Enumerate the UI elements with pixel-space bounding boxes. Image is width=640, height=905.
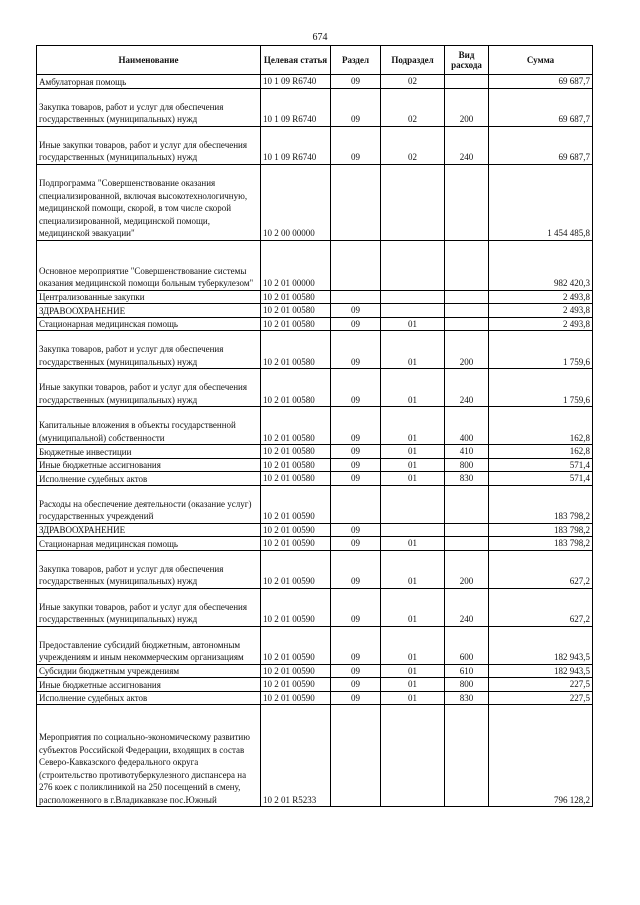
cell-subsection: 01 bbox=[381, 369, 445, 407]
cell-name-text: ЗДРАВООХРАНЕНИЕ bbox=[39, 525, 126, 535]
cell-amount: 627,2 bbox=[489, 550, 593, 588]
cell-section bbox=[331, 485, 381, 523]
cell-target: 10 2 01 00580 bbox=[261, 407, 331, 445]
cell-name bbox=[37, 678, 261, 692]
cell-expense-type bbox=[445, 75, 489, 89]
cell-name bbox=[37, 240, 261, 290]
cell-section: 09 bbox=[331, 626, 381, 664]
cell-name bbox=[37, 472, 261, 486]
cell-amount: 183 798,2 bbox=[489, 523, 593, 537]
cell-expense-type: 600 bbox=[445, 626, 489, 664]
cell-name bbox=[37, 126, 261, 164]
table-row bbox=[37, 705, 593, 807]
cell-expense-type bbox=[445, 304, 489, 318]
cell-amount: 182 943,5 bbox=[489, 626, 593, 664]
cell-expense-type: 240 bbox=[445, 369, 489, 407]
cell-name-text: ЗДРАВООХРАНЕНИЕ bbox=[39, 305, 126, 316]
cell-section: 09 bbox=[331, 678, 381, 692]
cell-expense-type bbox=[445, 290, 489, 304]
table-row bbox=[37, 550, 593, 588]
cell-target: 10 1 09 R6740 bbox=[261, 88, 331, 126]
cell-section: 09 bbox=[331, 588, 381, 626]
cell-amount: 2 493,8 bbox=[489, 290, 593, 304]
cell-amount: 1 759,6 bbox=[489, 331, 593, 369]
cell-subsection: 02 bbox=[381, 88, 445, 126]
cell-subsection: 01 bbox=[381, 317, 445, 331]
cell-name bbox=[37, 626, 261, 664]
cell-name-text: Субсидии бюджетным учреждениям bbox=[39, 666, 180, 676]
cell-expense-type bbox=[445, 317, 489, 331]
cell-amount: 162,8 bbox=[489, 445, 593, 459]
cell-subsection bbox=[381, 164, 445, 240]
table-row bbox=[37, 290, 593, 304]
cell-subsection bbox=[381, 485, 445, 523]
table-row bbox=[37, 678, 593, 692]
cell-target: 10 2 01 00590 bbox=[261, 550, 331, 588]
table-row bbox=[37, 240, 593, 290]
cell-section: 09 bbox=[331, 88, 381, 126]
cell-name-text: Иные закупки товаров, работ и услуг для обеспечения государственных (муниципальных) нужд bbox=[39, 601, 247, 624]
cell-amount: 2 493,8 bbox=[489, 317, 593, 331]
cell-name bbox=[37, 331, 261, 369]
header-section: Раздел bbox=[331, 46, 381, 75]
cell-subsection: 01 bbox=[381, 664, 445, 678]
cell-subsection bbox=[381, 240, 445, 290]
cell-name-text: Централизованные закупки bbox=[39, 292, 145, 302]
cell-name bbox=[37, 88, 261, 126]
table-row bbox=[37, 88, 593, 126]
cell-target: 10 2 01 00590 bbox=[261, 588, 331, 626]
cell-subsection bbox=[381, 290, 445, 304]
cell-section: 09 bbox=[331, 458, 381, 472]
cell-section: 09 bbox=[331, 523, 381, 537]
cell-name-text: Исполнение судебных актов bbox=[39, 693, 148, 703]
cell-name-text: Подпрограмма "Совершенствование оказания специализированной, включая высокотехнологичную, медицинской помощи, скорой, в том числе скорой специализированной, медицинской помощи, медицинской эвакуации" bbox=[39, 178, 248, 238]
cell-name-text: Иные бюджетные ассигнования bbox=[39, 679, 161, 690]
cell-section bbox=[331, 290, 381, 304]
cell-expense-type bbox=[445, 164, 489, 240]
cell-name-text: Иные закупки товаров, работ и услуг для обеспечения государственных (муниципальных) нужд bbox=[39, 139, 247, 162]
cell-target: 10 2 01 00580 bbox=[261, 458, 331, 472]
cell-amount: 69 687,7 bbox=[489, 88, 593, 126]
table-row bbox=[37, 304, 593, 318]
cell-name-text: Иные бюджетные ассигнования bbox=[39, 460, 161, 470]
cell-subsection: 02 bbox=[381, 75, 445, 89]
cell-target: 10 2 01 00580 bbox=[261, 369, 331, 407]
cell-name-text: Иные закупки товаров, работ и услуг для обеспечения государственных (муниципальных) нужд bbox=[39, 382, 247, 405]
cell-name bbox=[37, 485, 261, 523]
cell-subsection: 01 bbox=[381, 550, 445, 588]
cell-name-text: Капитальные вложения в объекты государственной (муниципальной) собственности bbox=[39, 420, 236, 443]
table-row bbox=[37, 317, 593, 331]
table-row bbox=[37, 588, 593, 626]
table-row bbox=[37, 445, 593, 459]
table-row bbox=[37, 664, 593, 678]
cell-target: 10 1 09 R6740 bbox=[261, 75, 331, 89]
cell-name bbox=[37, 523, 261, 537]
cell-target: 10 2 01 00590 bbox=[261, 691, 331, 705]
cell-amount: 183 798,2 bbox=[489, 537, 593, 551]
cell-section: 09 bbox=[331, 691, 381, 705]
cell-name-text: Бюджетные инвестиции bbox=[39, 446, 132, 457]
cell-name-text: Закупка товаров, работ и услуг для обеспечения государственных (муниципальных) нужд bbox=[39, 101, 224, 124]
cell-section: 09 bbox=[331, 550, 381, 588]
cell-expense-type bbox=[445, 523, 489, 537]
table-row bbox=[37, 407, 593, 445]
cell-amount: 1 759,6 bbox=[489, 369, 593, 407]
cell-amount: 227,5 bbox=[489, 691, 593, 705]
cell-name bbox=[37, 458, 261, 472]
cell-subsection: 01 bbox=[381, 472, 445, 486]
table-row bbox=[37, 523, 593, 537]
cell-section: 09 bbox=[331, 126, 381, 164]
page-number: 674 bbox=[312, 32, 328, 43]
cell-target: 10 2 01 00580 bbox=[261, 317, 331, 331]
cell-name-text: Закупка товаров, работ и услуг для обеспечения государственных (муниципальных) нужд bbox=[39, 563, 224, 586]
cell-target: 10 2 00 00000 bbox=[261, 164, 331, 240]
cell-target: 10 2 01 00590 bbox=[261, 664, 331, 678]
cell-target: 10 2 01 00590 bbox=[261, 537, 331, 551]
cell-subsection: 02 bbox=[381, 126, 445, 164]
cell-expense-type: 200 bbox=[445, 88, 489, 126]
cell-expense-type bbox=[445, 240, 489, 290]
cell-section: 09 bbox=[331, 369, 381, 407]
cell-section: 09 bbox=[331, 317, 381, 331]
cell-name bbox=[37, 75, 261, 89]
cell-name-text: Стационарная медицинская помощь bbox=[39, 319, 178, 329]
cell-expense-type: 800 bbox=[445, 678, 489, 692]
cell-expense-type: 240 bbox=[445, 588, 489, 626]
table-row bbox=[37, 458, 593, 472]
cell-section: 09 bbox=[331, 407, 381, 445]
cell-expense-type: 200 bbox=[445, 331, 489, 369]
cell-name-text: Расходы на обеспечение деятельности (оказание услуг) государственных учреждений bbox=[39, 498, 252, 521]
cell-amount: 627,2 bbox=[489, 588, 593, 626]
cell-amount: 182 943,5 bbox=[489, 664, 593, 678]
cell-target: 10 2 01 R5233 bbox=[261, 705, 331, 807]
cell-section: 09 bbox=[331, 304, 381, 318]
cell-expense-type: 240 bbox=[445, 126, 489, 164]
cell-name bbox=[37, 369, 261, 407]
cell-name bbox=[37, 537, 261, 551]
table-row bbox=[37, 369, 593, 407]
cell-expense-type bbox=[445, 537, 489, 551]
table-header-row bbox=[37, 46, 593, 75]
table-row bbox=[37, 164, 593, 240]
cell-amount: 1 454 485,8 bbox=[489, 164, 593, 240]
cell-name-text: Исполнение судебных актов bbox=[39, 473, 148, 484]
cell-subsection: 01 bbox=[381, 537, 445, 551]
header-expense-type: Вид расхода bbox=[445, 46, 489, 75]
cell-subsection: 01 bbox=[381, 331, 445, 369]
cell-name bbox=[37, 407, 261, 445]
cell-section bbox=[331, 164, 381, 240]
cell-subsection: 01 bbox=[381, 691, 445, 705]
budget-table bbox=[36, 45, 593, 807]
table-row bbox=[37, 75, 593, 89]
cell-amount: 982 420,3 bbox=[489, 240, 593, 290]
cell-target: 10 2 01 00580 bbox=[261, 331, 331, 369]
table-row bbox=[37, 485, 593, 523]
cell-subsection: 01 bbox=[381, 588, 445, 626]
cell-expense-type bbox=[445, 485, 489, 523]
cell-amount: 571,4 bbox=[489, 472, 593, 486]
cell-expense-type: 830 bbox=[445, 472, 489, 486]
header-subsection: Подраздел bbox=[381, 46, 445, 75]
cell-expense-type: 410 bbox=[445, 445, 489, 459]
cell-amount: 183 798,2 bbox=[489, 485, 593, 523]
cell-name bbox=[37, 664, 261, 678]
cell-section: 09 bbox=[331, 331, 381, 369]
cell-name bbox=[37, 588, 261, 626]
cell-name-text: Основное мероприятие "Совершенствование системы оказания медицинской помощи больным туберкулезом" bbox=[39, 265, 254, 288]
cell-name bbox=[37, 705, 261, 807]
cell-expense-type: 830 bbox=[445, 691, 489, 705]
cell-amount: 69 687,7 bbox=[489, 75, 593, 89]
cell-subsection: 01 bbox=[381, 407, 445, 445]
cell-subsection: 01 bbox=[381, 458, 445, 472]
cell-expense-type: 800 bbox=[445, 458, 489, 472]
cell-amount: 796 128,2 bbox=[489, 705, 593, 807]
cell-target: 10 1 09 R6740 bbox=[261, 126, 331, 164]
cell-target: 10 2 01 00580 bbox=[261, 290, 331, 304]
cell-name bbox=[37, 550, 261, 588]
table-row bbox=[37, 626, 593, 664]
cell-target: 10 2 01 00590 bbox=[261, 626, 331, 664]
cell-target: 10 2 01 00590 bbox=[261, 485, 331, 523]
cell-subsection: 01 bbox=[381, 626, 445, 664]
cell-expense-type: 200 bbox=[445, 550, 489, 588]
header-name: Наименование bbox=[37, 46, 261, 75]
header-amount: Сумма bbox=[489, 46, 593, 75]
cell-name bbox=[37, 290, 261, 304]
table-row bbox=[37, 472, 593, 486]
table-row bbox=[37, 126, 593, 164]
cell-name bbox=[37, 691, 261, 705]
cell-section bbox=[331, 705, 381, 807]
cell-target: 10 2 01 00000 bbox=[261, 240, 331, 290]
cell-subsection: 01 bbox=[381, 678, 445, 692]
cell-name-text: Амбулаторная помощь bbox=[39, 76, 127, 87]
cell-target: 10 2 01 00580 bbox=[261, 445, 331, 459]
cell-subsection bbox=[381, 705, 445, 807]
cell-name-text: Мероприятия по социально-экономическому развитию субъектов Российской Федерации, входящих в состав Северо-Кавказского федерального округа (строительство противотуберкулезного диспансера на 276 коек с поликлиникой на 250 посещений в смену, расположенного в г.Владикавказе пос.Южный bbox=[39, 732, 250, 805]
cell-name bbox=[37, 317, 261, 331]
cell-expense-type bbox=[445, 705, 489, 807]
header-target: Целевая статья bbox=[261, 46, 331, 75]
cell-amount: 69 687,7 bbox=[489, 126, 593, 164]
cell-expense-type: 400 bbox=[445, 407, 489, 445]
cell-target: 10 2 01 00580 bbox=[261, 472, 331, 486]
table-row bbox=[37, 691, 593, 705]
cell-name bbox=[37, 164, 261, 240]
cell-amount: 571,4 bbox=[489, 458, 593, 472]
cell-subsection: 01 bbox=[381, 445, 445, 459]
cell-section: 09 bbox=[331, 472, 381, 486]
cell-amount: 2 493,8 bbox=[489, 304, 593, 318]
cell-amount: 227,5 bbox=[489, 678, 593, 692]
cell-name bbox=[37, 304, 261, 318]
cell-target: 10 2 01 00590 bbox=[261, 523, 331, 537]
cell-target: 10 2 01 00590 bbox=[261, 678, 331, 692]
cell-name-text: Предоставление субсидий бюджетным, автономным учреждениям и иным некоммерческим организациям bbox=[39, 639, 244, 662]
cell-section: 09 bbox=[331, 75, 381, 89]
cell-subsection bbox=[381, 304, 445, 318]
cell-name bbox=[37, 445, 261, 459]
cell-section: 09 bbox=[331, 445, 381, 459]
cell-section bbox=[331, 240, 381, 290]
cell-target: 10 2 01 00580 bbox=[261, 304, 331, 318]
cell-section: 09 bbox=[331, 664, 381, 678]
table-body bbox=[37, 75, 593, 807]
cell-name-text: Стационарная медицинская помощь bbox=[39, 538, 178, 549]
table-row bbox=[37, 331, 593, 369]
cell-name-text: Закупка товаров, работ и услуг для обеспечения государственных (муниципальных) нужд bbox=[39, 344, 224, 367]
cell-expense-type: 610 bbox=[445, 664, 489, 678]
cell-subsection bbox=[381, 523, 445, 537]
table-row bbox=[37, 537, 593, 551]
cell-amount: 162,8 bbox=[489, 407, 593, 445]
cell-section: 09 bbox=[331, 537, 381, 551]
